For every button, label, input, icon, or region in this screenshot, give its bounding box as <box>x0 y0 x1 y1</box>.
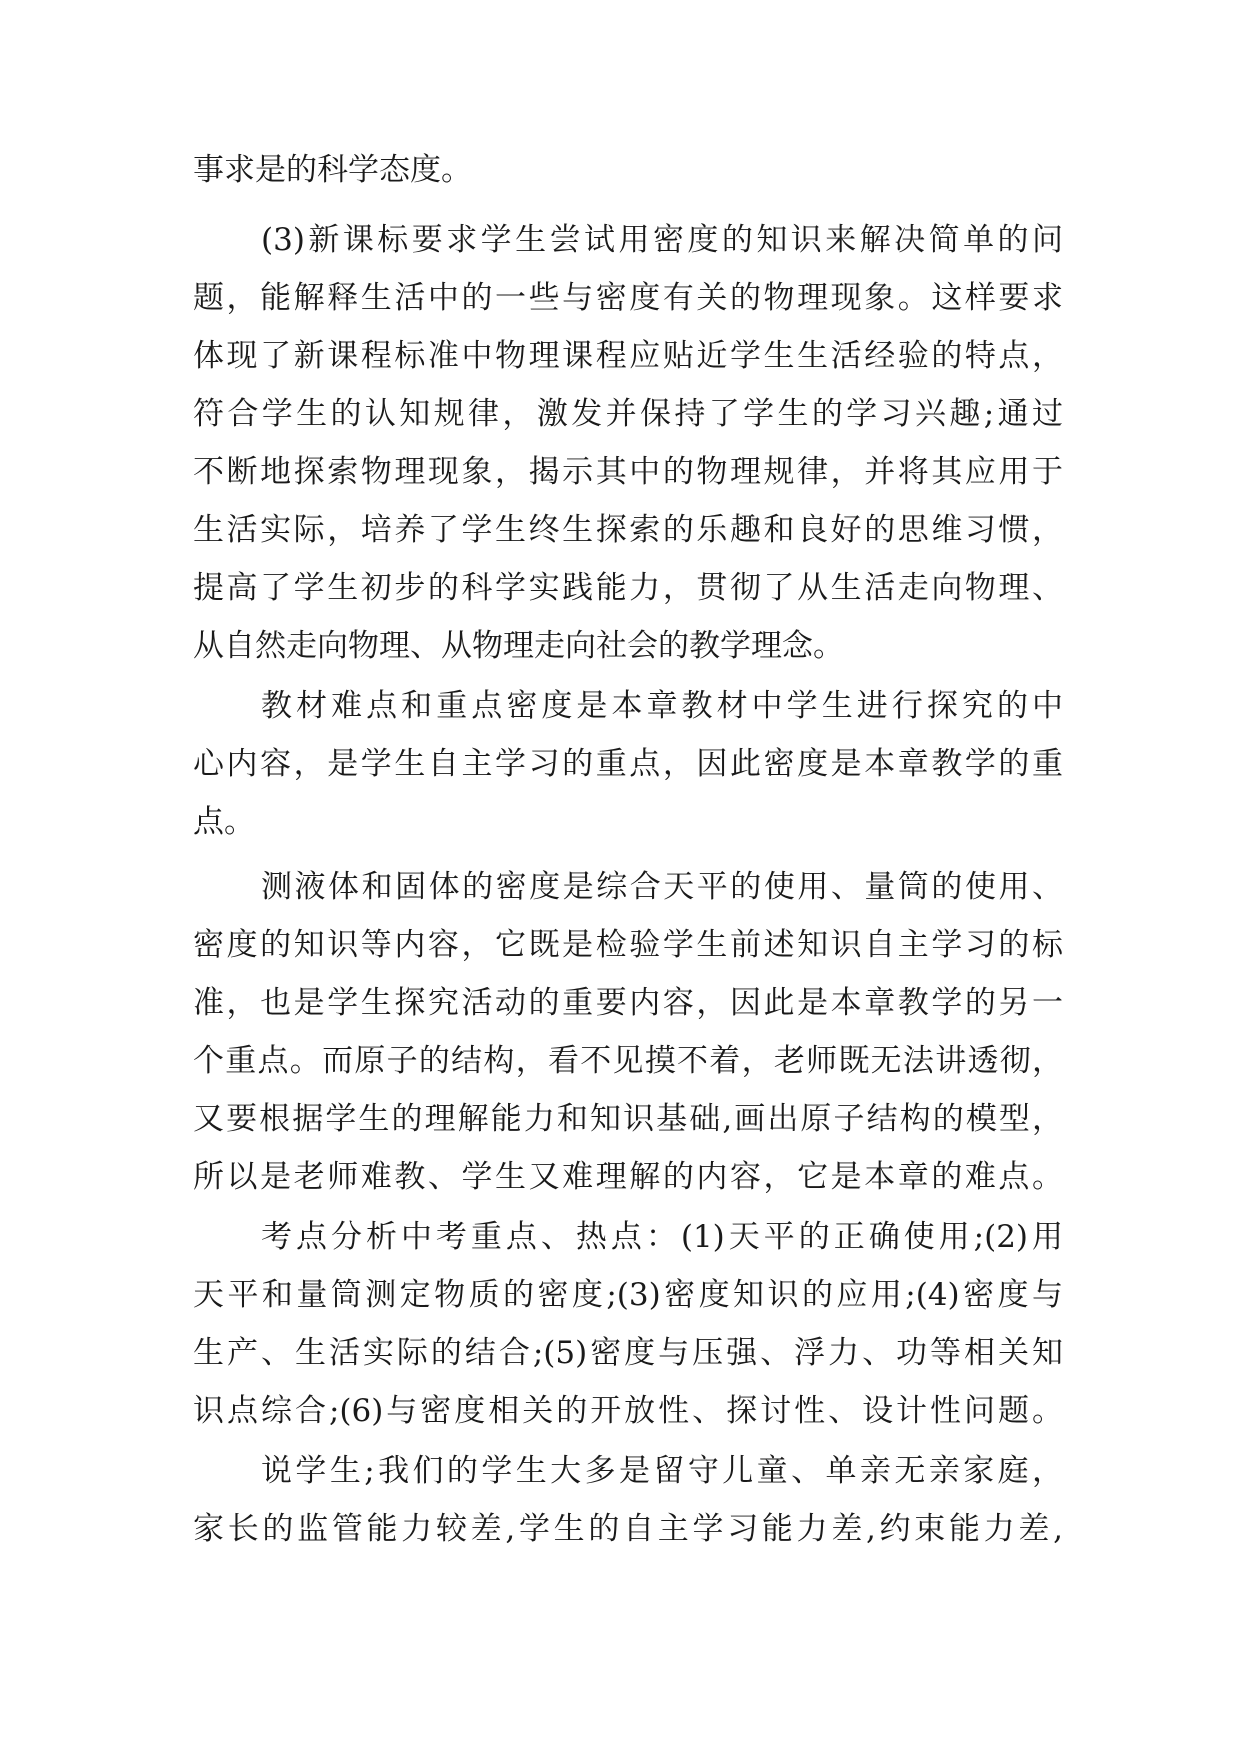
text-line: 体现了新课程标准中物理课程应贴近学生生活经验的特点， <box>193 338 1063 374</box>
text-line: 密度的知识等内容，它既是检验学生前述知识自主学习的标 <box>193 927 1063 963</box>
text-line: 又要根据学生的理解能力和知识基础,画出原子结构的模型， <box>193 1101 1063 1137</box>
text-line: 所以是老师难教、学生又难理解的内容，它是本章的难点。 <box>193 1159 1063 1195</box>
text-line: 考点分析中考重点、热点：(1)天平的正确使用;(2)用 <box>261 1219 1063 1255</box>
text-line: 生活实际，培养了学生终生探索的乐趣和良好的思维习惯， <box>193 512 1063 548</box>
text-line: 个重点。而原子的结构，看不见摸不着，老师既无法讲透彻， <box>193 1043 1063 1079</box>
text-line: 提高了学生初步的科学实践能力，贯彻了从生活走向物理、 <box>193 570 1063 606</box>
text-line: 事求是的科学态度。 <box>193 152 472 188</box>
text-line: 题，能解释生活中的一些与密度有关的物理现象。这样要求 <box>193 280 1063 316</box>
text-line: 教材难点和重点密度是本章教材中学生进行探究的中 <box>261 688 1063 724</box>
text-line: 说学生;我们的学生大多是留守儿童、单亲无亲家庭， <box>261 1453 1063 1489</box>
text-line: 心内容，是学生自主学习的重点，因此密度是本章教学的重 <box>193 746 1063 782</box>
text-line: 符合学生的认知规律，激发并保持了学生的学习兴趣;通过 <box>193 396 1063 432</box>
text-line: 生产、生活实际的结合;(5)密度与压强、浮力、功等相关知 <box>193 1335 1063 1371</box>
text-line: 从自然走向物理、从物理走向社会的教学理念。 <box>193 628 844 664</box>
text-line: 准，也是学生探究活动的重要内容，因此是本章教学的另一 <box>193 985 1063 1021</box>
text-line: (3)新课标要求学生尝试用密度的知识来解决简单的问 <box>261 222 1063 258</box>
text-line: 不断地探索物理现象，揭示其中的物理规律，并将其应用于 <box>193 454 1063 490</box>
text-line: 测液体和固体的密度是综合天平的使用、量筒的使用、 <box>261 869 1063 905</box>
text-line: 天平和量筒测定物质的密度;(3)密度知识的应用;(4)密度与 <box>193 1277 1063 1313</box>
text-line: 家长的监管能力较差,学生的自主学习能力差,约束能力差, <box>193 1511 1063 1547</box>
text-line: 点。 <box>193 804 255 840</box>
text-line: 识点综合;(6)与密度相关的开放性、探讨性、设计性问题。 <box>193 1393 1063 1429</box>
